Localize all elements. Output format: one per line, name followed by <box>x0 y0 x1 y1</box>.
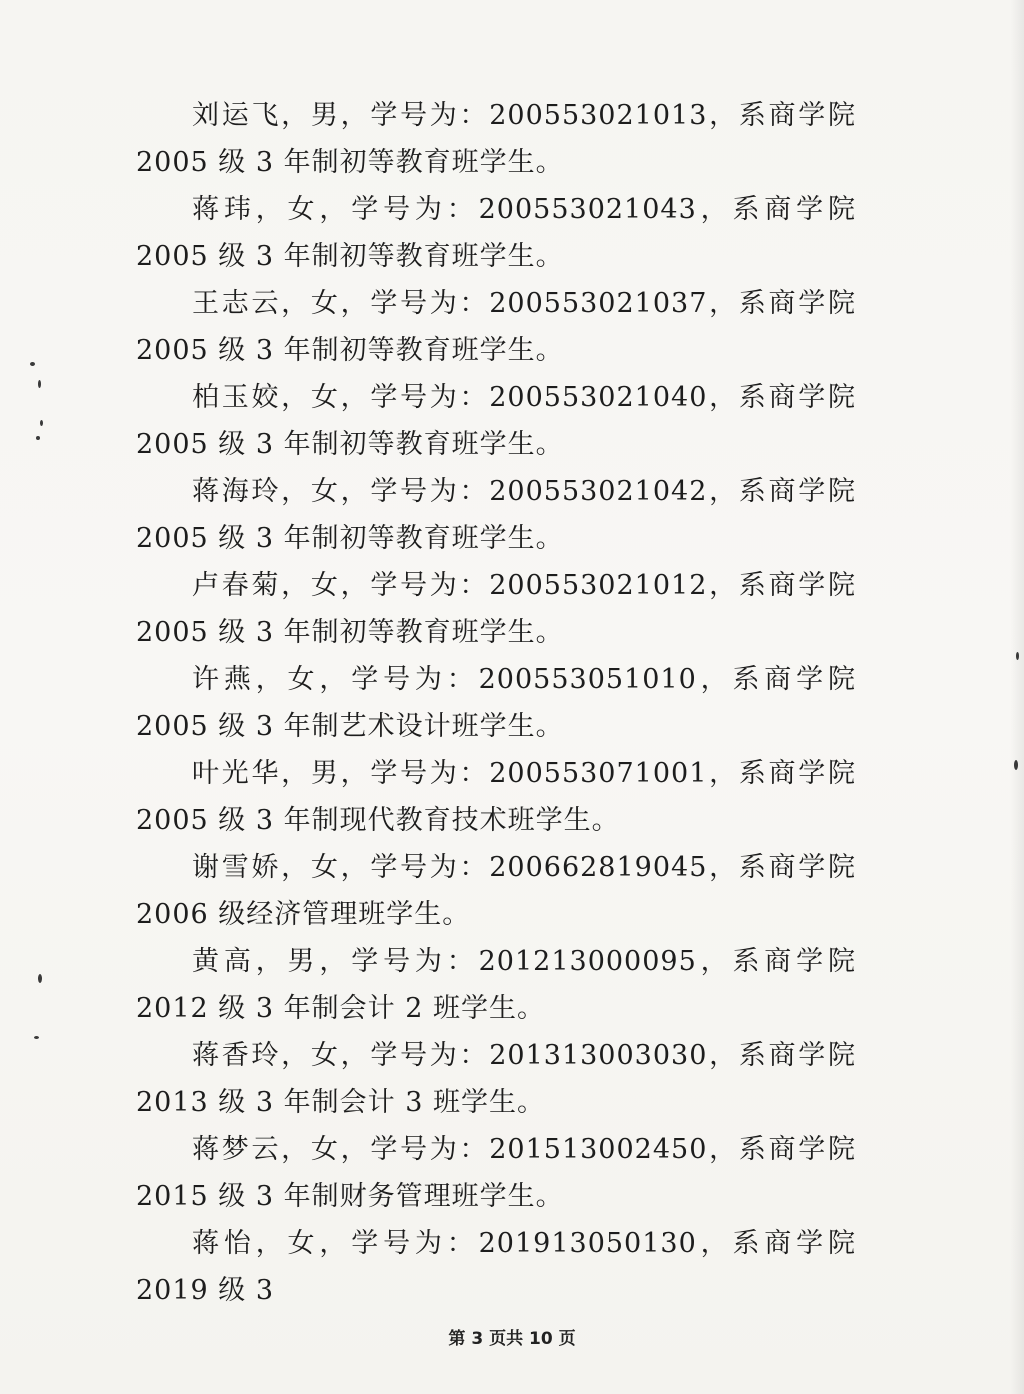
student-paragraph-11: 蒋香玲，女，学号为：201313003030，系商学院 2013 级 3 年制会计 3 班学生。 <box>136 1040 856 1118</box>
student-paragraph-4: 柏玉姣，女，学号为：200553021040，系商学院 2005 级 3 年制初等教育班学生。 <box>136 382 856 460</box>
student-paragraph-2: 蒋玮，女，学号为：200553021043，系商学院 2005 级 3 年制初等教育班学生。 <box>136 194 856 272</box>
scan-speck <box>38 380 41 388</box>
student-paragraph-9: 谢雪娇，女，学号为：200662819045，系商学院 2006 级经济管理班学生。 <box>136 852 856 930</box>
scan-speck <box>30 362 35 366</box>
student-paragraph-5: 蒋海玲，女，学号为：200553021042，系商学院 2005 级 3 年制初等教育班学生。 <box>136 476 856 554</box>
student-paragraph-13: 蒋怡，女，学号为：201913050130，系商学院 2019 级 3 <box>136 1228 856 1306</box>
student-paragraph-10: 黄高，男，学号为：201213000095，系商学院 2012 级 3 年制会计 2 班学生。 <box>136 946 856 1024</box>
scan-speck <box>38 974 42 983</box>
student-paragraph-3: 王志云，女，学号为：200553021037，系商学院 2005 级 3 年制初等教育班学生。 <box>136 288 856 366</box>
student-paragraph-6: 卢春菊，女，学号为：200553021012，系商学院 2005 级 3 年制初等教育班学生。 <box>136 570 856 648</box>
student-paragraph-7: 许燕，女，学号为：200553051010，系商学院 2005 级 3 年制艺术设计班学生。 <box>136 664 856 742</box>
student-paragraph-8: 叶光华，男，学号为：200553071001，系商学院 2005 级 3 年制现代教育技术班学生。 <box>136 758 856 836</box>
page-edge-shadow <box>1010 0 1024 1394</box>
scan-speck <box>40 420 43 426</box>
page-number: 第 3 页共 10 页 <box>448 1329 576 1349</box>
student-paragraph-12: 蒋梦云，女，学号为：201513002450，系商学院 2015 级 3 年制财务管理班学生。 <box>136 1134 856 1212</box>
scan-speck <box>34 1036 39 1039</box>
scan-speck <box>36 436 40 440</box>
student-paragraph-1: 刘运飞，男，学号为：200553021013，系商学院 2005 级 3 年制初等教育班学生。 <box>136 100 856 178</box>
document-body <box>136 92 856 1314</box>
